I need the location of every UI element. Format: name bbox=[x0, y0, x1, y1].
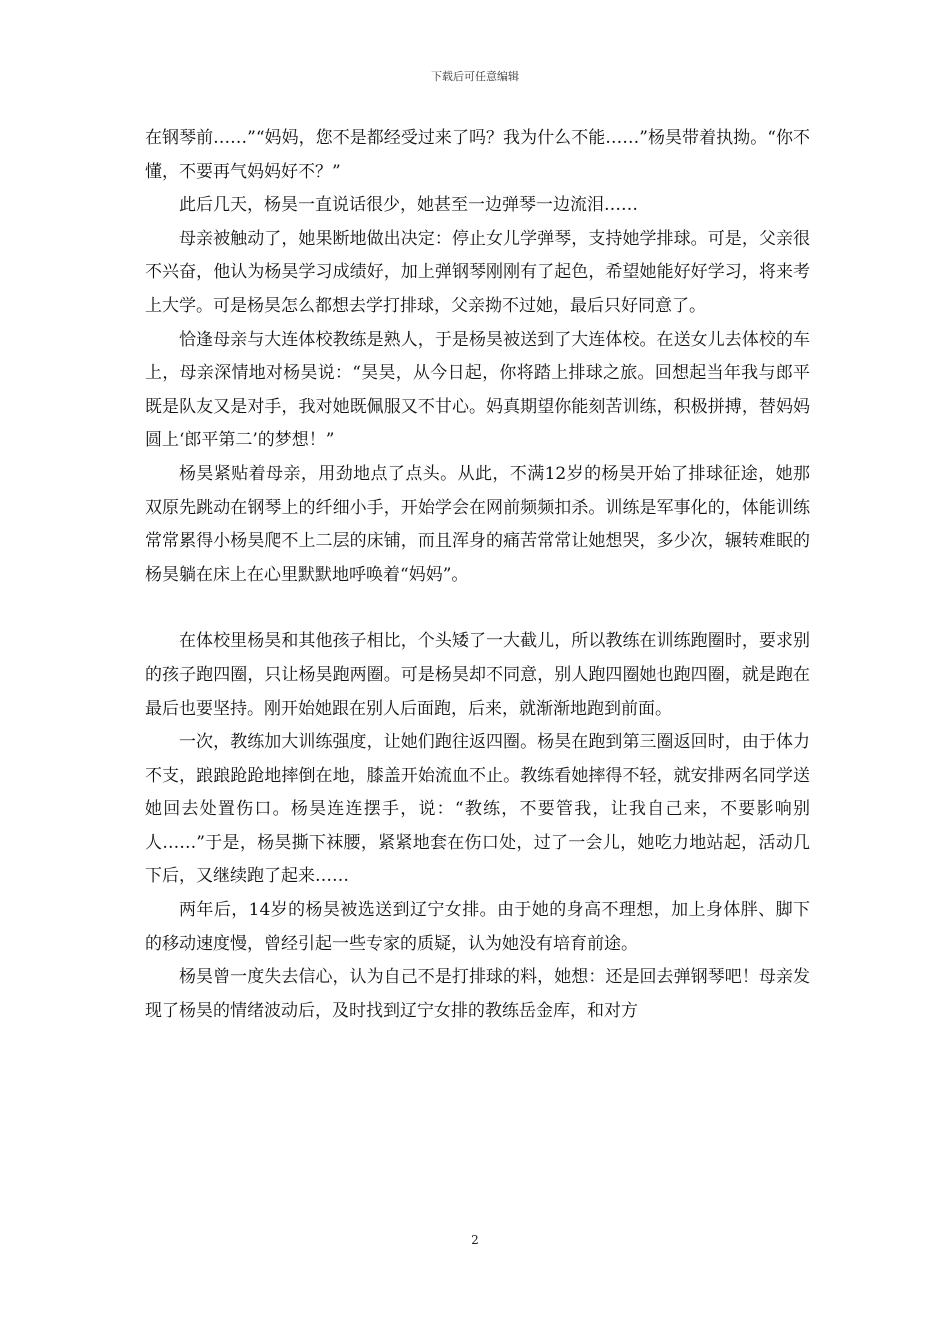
paragraph-4: 恰逢母亲与大连体校教练是熟人，于是杨昊被送到了大连体校。在送女儿去体校的车上，母亲深情地对杨昊说：“昊昊，从今日起，你将踏上排球之旅。回想起当年我与郎平既是队友又是对手，我对她既佩服又不甘心。妈真期望你能刻苦训练，积极拼搏，替妈妈圆上‘郎平第二’的梦想！” bbox=[145, 329, 810, 451]
page-header: 下载后可任意编辑 bbox=[431, 70, 519, 83]
paragraph-1: 在钢琴前……”“妈妈，您不是都经受过来了吗？我为什么不能……”杨昊带着执拗。“你不懂，不要再气妈妈好不？” bbox=[145, 128, 810, 182]
document-body bbox=[145, 122, 810, 1028]
paragraph-2: 此后几天，杨昊一直说话很少，她甚至一边弹琴一边流泪…… bbox=[179, 195, 638, 216]
paragraph-9: 杨昊曾一度失去信心，认为自己不是打排球的料，她想：还是回去弹钢琴吧！母亲发现了杨昊的情绪波动后，及时找到辽宁女排的教练岳金库，和对方 bbox=[145, 967, 810, 1021]
paragraph-7: 一次，教练加大训练强度，让她们跑往返四圈。杨昊在跑到第三圈返回时，由于体力不支，踉踉跄跄地摔倒在地，膝盖开始流血不止。教练看她摔得不轻，就安排两名同学送她回去处置伤口。杨昊连连摆手，说：“教练，不要管我，让我自己来，不要影响别人……”于是，杨昊撕下袜腰，紧紧地套在伤口处，过了一会儿，她吃力地站起，活动几下后，又继续跑了起来…… bbox=[145, 732, 810, 887]
paragraph-8: 两年后，14岁的杨昊被选送到辽宁女排。由于她的身高不理想，加上身体胖、脚下的移动速度慢，曾经引起一些专家的质疑，认为她没有培育前途。 bbox=[145, 900, 810, 954]
page-number: 2 bbox=[471, 1233, 479, 1247]
paragraph-3: 母亲被触动了，她果断地做出决定：停止女儿学弹琴，支持她学排球。可是，父亲很不兴奋，他认为杨昊学习成绩好，加上弹钢琴刚刚有了起色，希望她能好好学习，将来考上大学。可是杨昊怎么都想去学打排球，父亲拗不过她，最后只好同意了。 bbox=[145, 228, 810, 316]
paragraph-5: 杨昊紧贴着母亲，用劲地点了点头。从此，不满12岁的杨昊开始了排球征途，她那双原先跳动在钢琴上的纤细小手，开始学会在网前频频扣杀。训练是军事化的，体能训练常常累得小杨昊爬不上二层的床铺，而且浑身的痛苦常常让她想哭，多少次，辗转难眠的杨昊躺在床上在心里默默地呼唤着“妈妈”。 bbox=[145, 463, 810, 585]
paragraph-6: 在体校里杨昊和其他孩子相比，个头矮了一大截儿，所以教练在训练跑圈时，要求别的孩子跑四圈，只让杨昊跑两圈。可是杨昊却不同意，别人跑四圈她也跑四圈，就是跑在最后也要坚持。刚开始她跟在别人后面跑，后来，就渐渐地跑到前面。 bbox=[145, 631, 810, 719]
